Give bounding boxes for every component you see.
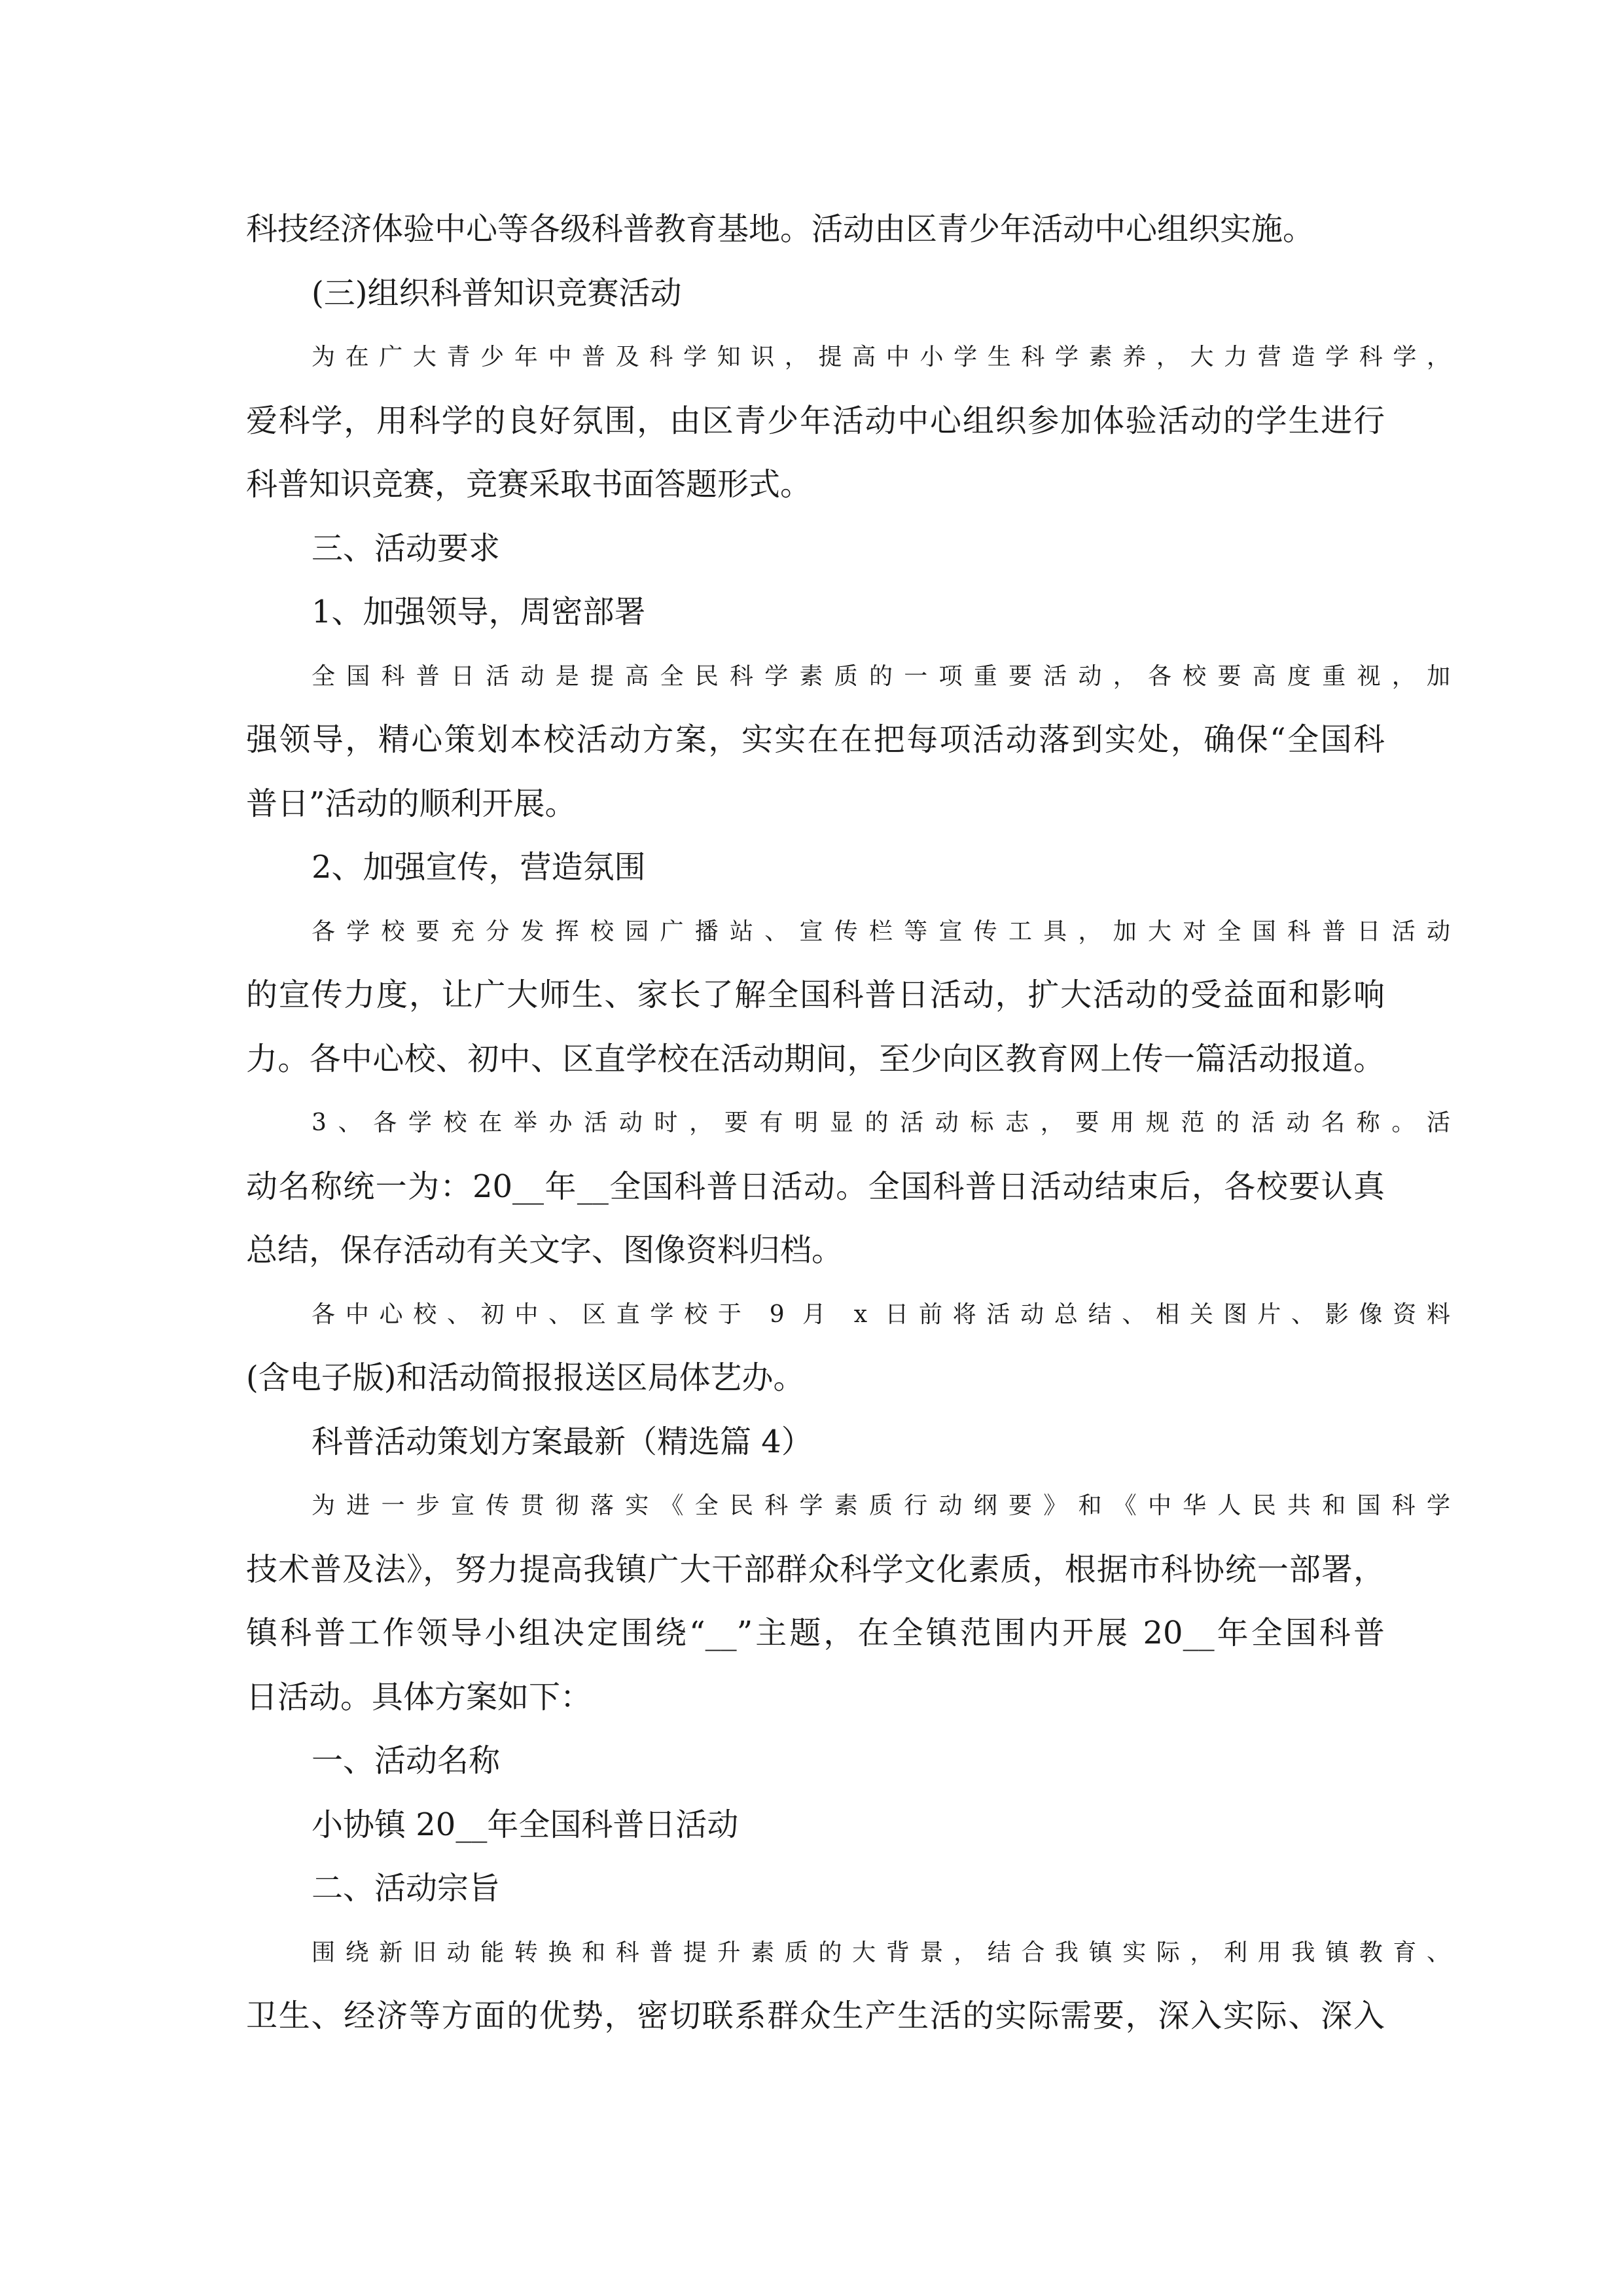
text-line: 科普活动策划方案最新（精选篇 4） <box>312 1423 813 1460</box>
text-line: 为在广大青少年中普及科学知识，提高中小学生科学素养，大力营造学科学， <box>312 344 1450 370</box>
text-line: 小协镇 20__年全国科普日活动 <box>312 1806 739 1843</box>
text-line: 二、活动宗旨 <box>312 1870 501 1907</box>
text-line: 总结，保存活动有关文字、图像资料归档。 <box>246 1232 844 1268</box>
text-line: 2、加强宣传，营造氛围 <box>312 849 646 886</box>
text-line: 1、加强领导，周密部署 <box>312 594 646 630</box>
text-line: 科普知识竞赛，竞赛采取书面答题形式。 <box>246 466 812 503</box>
text-line: (含电子版)和活动简报报送区局体艺办。 <box>246 1359 805 1396</box>
text-line: 全国科普日活动是提高全民科学素质的一项重要活动，各校要高度重视，加 <box>312 662 1450 690</box>
text-line: 技术普及法》，努力提高我镇广大干部群众科学文化素质，根据市科协统一部署， <box>246 1551 1385 1588</box>
text-line: 各学校要充分发挥校园广播站、宣传栏等宣传工具，加大对全国科普日活动 <box>312 918 1450 945</box>
text-line: (三)组织科普知识竞赛活动 <box>312 274 682 312</box>
text-line: 3、各学校在举办活动时，要有明显的活动标志，要用规范的活动名称。活 <box>312 1109 1450 1136</box>
text-line: 爱科学，用科学的良好氛围，由区青少年活动中心组织参加体验活动的学生进行 <box>246 402 1385 439</box>
text-line: 卫生、经济等方面的优势，密切联系群众生产生活的实际需要，深入实际、深入 <box>246 1998 1385 2034</box>
text-line: 的宣传力度，让广大师生、家长了解全国科普日活动，扩大活动的受益面和影响 <box>246 977 1385 1013</box>
text-line: 科技经济体验中心等各级科普教育基地。活动由区青少年活动中心组织实施。 <box>246 211 1315 247</box>
text-line: 力。各中心校、初中、区直学校在活动期间，至少向区教育网上传一篇活动报道。 <box>246 1040 1385 1077</box>
text-line: 各中心校、初中、区直学校于 9 月 x 日前将活动总结、相关图片、影像资料 <box>312 1300 1450 1328</box>
text-line: 日活动。具体方案如下： <box>246 1678 592 1715</box>
text-line: 为进一步宣传贯彻落实《全民科学素质行动纲要》和《中华人民共和国科学 <box>312 1492 1450 1519</box>
text-line: 强领导，精心策划本校活动方案，实实在在把每项活动落到实处，确保“全国科 <box>246 721 1385 758</box>
document-body <box>246 198 1450 2049</box>
text-line: 镇科普工作领导小组决定围绕“__”主题，在全镇范围内开展 20__年全国科普 <box>246 1615 1385 1651</box>
text-line: 围绕新旧动能转换和科普提升素质的大背景，结合我镇实际，利用我镇教育、 <box>312 1939 1450 1966</box>
text-line: 三、活动要求 <box>312 529 501 567</box>
text-line: 一、活动名称 <box>312 1742 501 1779</box>
text-line: 普日”活动的顺利开展。 <box>246 785 577 822</box>
text-line: 动名称统一为：20__年__全国科普日活动。全国科普日活动结束后，各校要认真 <box>246 1168 1385 1205</box>
